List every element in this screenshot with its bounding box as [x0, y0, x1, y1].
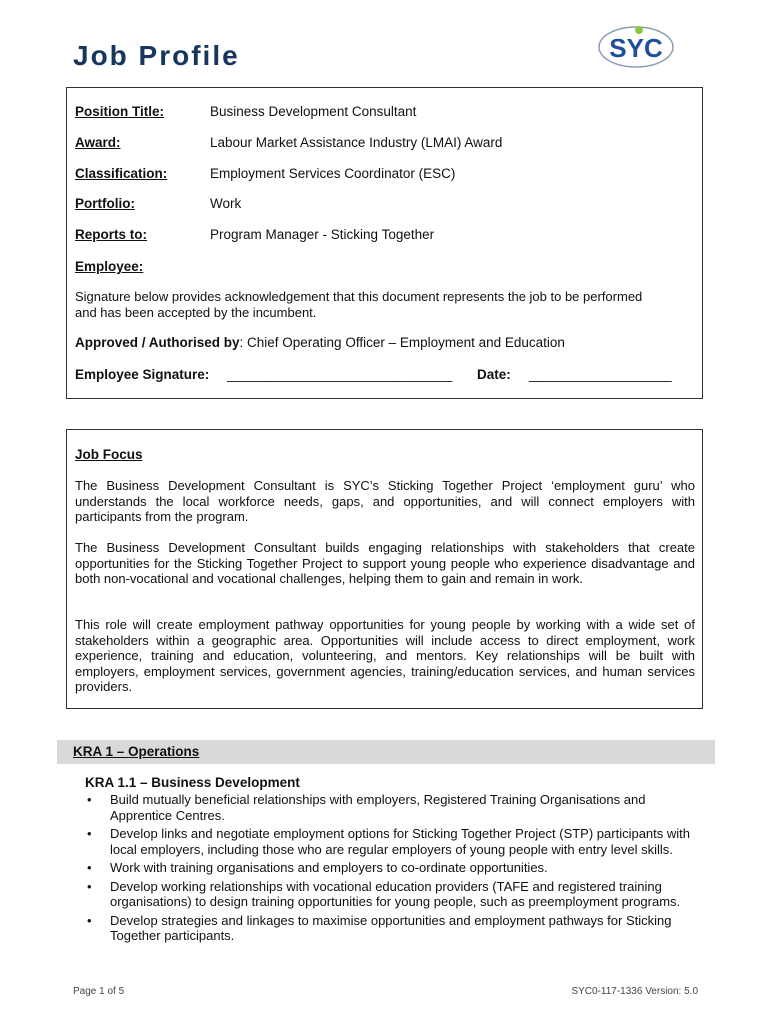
kra-heading-bar [57, 740, 715, 764]
list-item [85, 792, 700, 823]
position-details-box [66, 87, 703, 399]
page-number: Page 1 of 5 [73, 986, 125, 997]
portfolio-label: Portfolio: [75, 196, 135, 211]
list-item-text: Work with training organisations and employers to co-ordinate opportunities. [110, 860, 548, 875]
employee-row [75, 259, 143, 274]
bullet-icon: • [87, 792, 92, 807]
award-value: Labour Market Assistance Industry (LMAI) Award [210, 135, 503, 150]
bullet-icon: • [87, 860, 92, 875]
kra-subheading: KRA 1.1 – Business Development [85, 775, 300, 790]
employee-signature-label: Employee Signature: [75, 367, 210, 382]
list-item-text: Build mutually beneficial relationships with employers, Registered Training Organisations and Apprentice Centres. [110, 792, 646, 823]
position-title-label: Position Title: [75, 104, 165, 119]
list-item [85, 826, 700, 857]
job-focus-heading-row [75, 447, 143, 462]
acknowledgement-text [75, 289, 695, 320]
reports-to-row [75, 227, 147, 242]
reports-to-label: Reports to: [75, 227, 147, 242]
classification-label: Classification: [75, 166, 168, 181]
list-item [85, 879, 700, 910]
document-reference: SYC0-117-1336 Version: 5.0 [571, 986, 698, 997]
date-label: Date: [477, 367, 511, 382]
award-label: Award: [75, 135, 121, 150]
portfolio-row [75, 196, 135, 211]
job-focus-paragraph-1: The Business Development Consultant is SYC’s Sticking Together Project ‘employment guru’ who understands the local workforce needs, gaps, and opportunities, and will connect employers with participants from the program. [75, 478, 695, 524]
position-title-value: Business Development Consultant [210, 104, 417, 119]
list-item [85, 913, 700, 944]
kra-bullet-list [85, 792, 700, 947]
syc-logo [596, 24, 676, 70]
employee-signature-field[interactable]: ______________________________ [227, 367, 453, 382]
kra-heading: KRA 1 – Operations [73, 744, 200, 759]
approved-value: : Chief Operating Officer – Employment and Education [239, 335, 565, 350]
approved-row [75, 335, 565, 350]
portfolio-value: Work [210, 196, 242, 211]
ack-line-1: Signature below provides acknowledgement that this document represents the job to be performed [75, 289, 643, 304]
list-item-text: Develop links and negotiate employment options for Sticking Together Project (STP) participants with local employers, including those who are regular employers of young people with entry level skills. [110, 826, 690, 857]
job-focus-paragraph-3: This role will create employment pathway opportunities for young people by working with a wide set of stakeholders within a geographic area. Opportunities will include access to direct employment, work experience, training and education, volunteering, and mentors. Key relationships will be built with employers, employment services, government agencies, training/education services, and human services providers. [75, 617, 695, 694]
bullet-icon: • [87, 912, 92, 928]
job-focus-heading: Job Focus [75, 447, 143, 462]
job-focus-paragraph-2: The Business Development Consultant builds engaging relationships with stakeholders that create opportunities for the Sticking Together Project to support young people who experience disadvantage and both non-vocational and vocational challenges, helping them to gain and remain in work. [75, 540, 695, 586]
reports-to-value: Program Manager - Sticking Together [210, 227, 435, 242]
date-field[interactable]: ___________________ [529, 367, 672, 382]
classification-value: Employment Services Coordinator (ESC) [210, 166, 456, 181]
bullet-icon: • [87, 878, 92, 894]
bullet-icon: • [87, 826, 92, 841]
list-item [85, 860, 700, 876]
list-item-text: Develop working relationships with vocational education providers (TAFE and registered training organisations) to design training opportunities for young people, such as preemployment programs. [110, 878, 681, 909]
logo-text: SYC [609, 33, 663, 63]
award-row [75, 135, 121, 150]
approved-label: Approved / Authorised by [75, 335, 240, 350]
job-focus-box [66, 429, 703, 709]
page-title: Job Profile [73, 40, 240, 71]
ack-line-2: and has been accepted by the incumbent. [75, 304, 317, 320]
list-item-text: Develop strategies and linkages to maximise opportunities and employment pathways for Sticking Together participants. [110, 912, 672, 943]
classification-row [75, 166, 167, 181]
position-title-row [75, 104, 164, 119]
employee-label: Employee: [75, 259, 144, 274]
